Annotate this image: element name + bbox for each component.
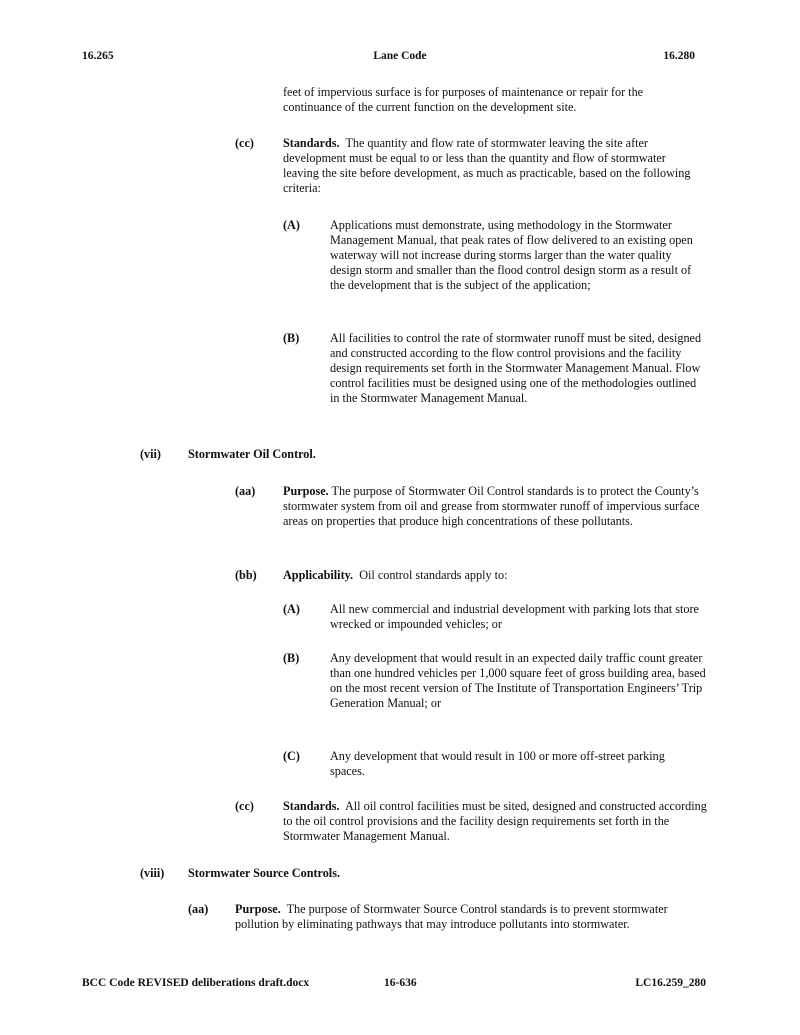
section-label-vii: (vii) bbox=[140, 447, 161, 461]
footer-document-id: LC16.259_280 bbox=[635, 977, 706, 989]
standards-text: The quantity and flow rate of stormwater leaving the site after development must be equal to or less than the quantity and flow of stormwater leaving the site before development, as much as practicable, based on the following criteria: bbox=[283, 136, 691, 195]
oil-standards-title: Standards. bbox=[283, 799, 340, 813]
section-label-viii: (viii) bbox=[140, 866, 165, 880]
item-label-c: (C) bbox=[283, 749, 300, 763]
standards-title: Standards. bbox=[283, 136, 340, 150]
oil-applicability-paragraph bbox=[283, 568, 703, 583]
item-label-aa: (aa) bbox=[188, 902, 209, 916]
oil-standards-text: All oil control facilities must be sited, designed and constructed according to the oil control provisions and the facility design requirements set forth in the Stormwater Management Manual. bbox=[283, 799, 707, 843]
oil-standards-paragraph bbox=[283, 799, 707, 844]
standards-paragraph bbox=[283, 136, 703, 196]
source-purpose-paragraph bbox=[235, 902, 707, 932]
section-title-source-controls: Stormwater Source Controls. bbox=[188, 866, 340, 880]
standards-item-a: Applications must demonstrate, using methodology in the Stormwater Management Manual, that peak rates of flow delivered to an existing open waterway will not increase during storms larger than the water quality design storm and smaller than the flood control design storm as a result of the development that is the subject of the application; bbox=[330, 218, 693, 292]
item-label-a: (A) bbox=[283, 602, 300, 616]
item-label-cc: (cc) bbox=[235, 799, 254, 813]
header-section-right: 16.280 bbox=[663, 50, 695, 62]
applicability-item-c: Any development that would result in 100 or more off-street parking spaces. bbox=[330, 749, 665, 778]
oil-purpose-paragraph bbox=[283, 484, 703, 529]
oil-applicability-title: Applicability. bbox=[283, 568, 354, 582]
oil-purpose-title: Purpose. bbox=[283, 484, 329, 498]
section-title-oil-control: Stormwater Oil Control. bbox=[188, 447, 316, 461]
header-title: Lane Code bbox=[373, 50, 427, 62]
source-purpose-title: Purpose. bbox=[235, 902, 281, 916]
applicability-item-a: All new commercial and industrial development with parking lots that store wrecked or impounded vehicles; or bbox=[330, 602, 699, 631]
standards-item-b: All facilities to control the rate of stormwater runoff must be sited, designed and constructed according to the flow control provisions and the facility design requirements set forth in the Stormwater Management Manual. Flow control facilities must be designed using one of the methodologies outlined in the Stormwater Management Manual. bbox=[330, 331, 702, 405]
applicability-item-b: Any development that would result in an expected daily traffic count greater than one hundred vehicles per 1,000 square feet of gross building area, based on the most recent version of The Institute of Transportation Engineers’ Trip Generation Manual; or bbox=[330, 651, 706, 710]
item-label-b: (B) bbox=[283, 331, 300, 345]
item-label-aa: (aa) bbox=[235, 484, 256, 498]
item-label-cc: (cc) bbox=[235, 136, 254, 150]
item-label-b: (B) bbox=[283, 651, 300, 665]
oil-applicability-text: Oil control standards apply to: bbox=[359, 568, 508, 582]
oil-purpose-text: The purpose of Stormwater Oil Control standards is to protect the County’s stormwater system from oil and grease from stormwater runoff of impervious surface areas on properties that produce high concentrations of these pollutants. bbox=[283, 484, 700, 528]
item-label-bb: (bb) bbox=[235, 568, 257, 582]
footer-filename: BCC Code REVISED deliberations draft.docx bbox=[82, 977, 310, 989]
continuation-paragraph: feet of impervious surface is for purposes of maintenance or repair for the continuance of the current function on the development site. bbox=[283, 85, 644, 114]
source-purpose-text: The purpose of Stormwater Source Control standards is to prevent stormwater pollution by eliminating pathways that may introduce pollutants into stormwater. bbox=[235, 902, 668, 931]
item-label-a: (A) bbox=[283, 218, 300, 232]
footer-page-number: 16-636 bbox=[384, 977, 417, 989]
header-section-left: 16.265 bbox=[82, 50, 114, 62]
